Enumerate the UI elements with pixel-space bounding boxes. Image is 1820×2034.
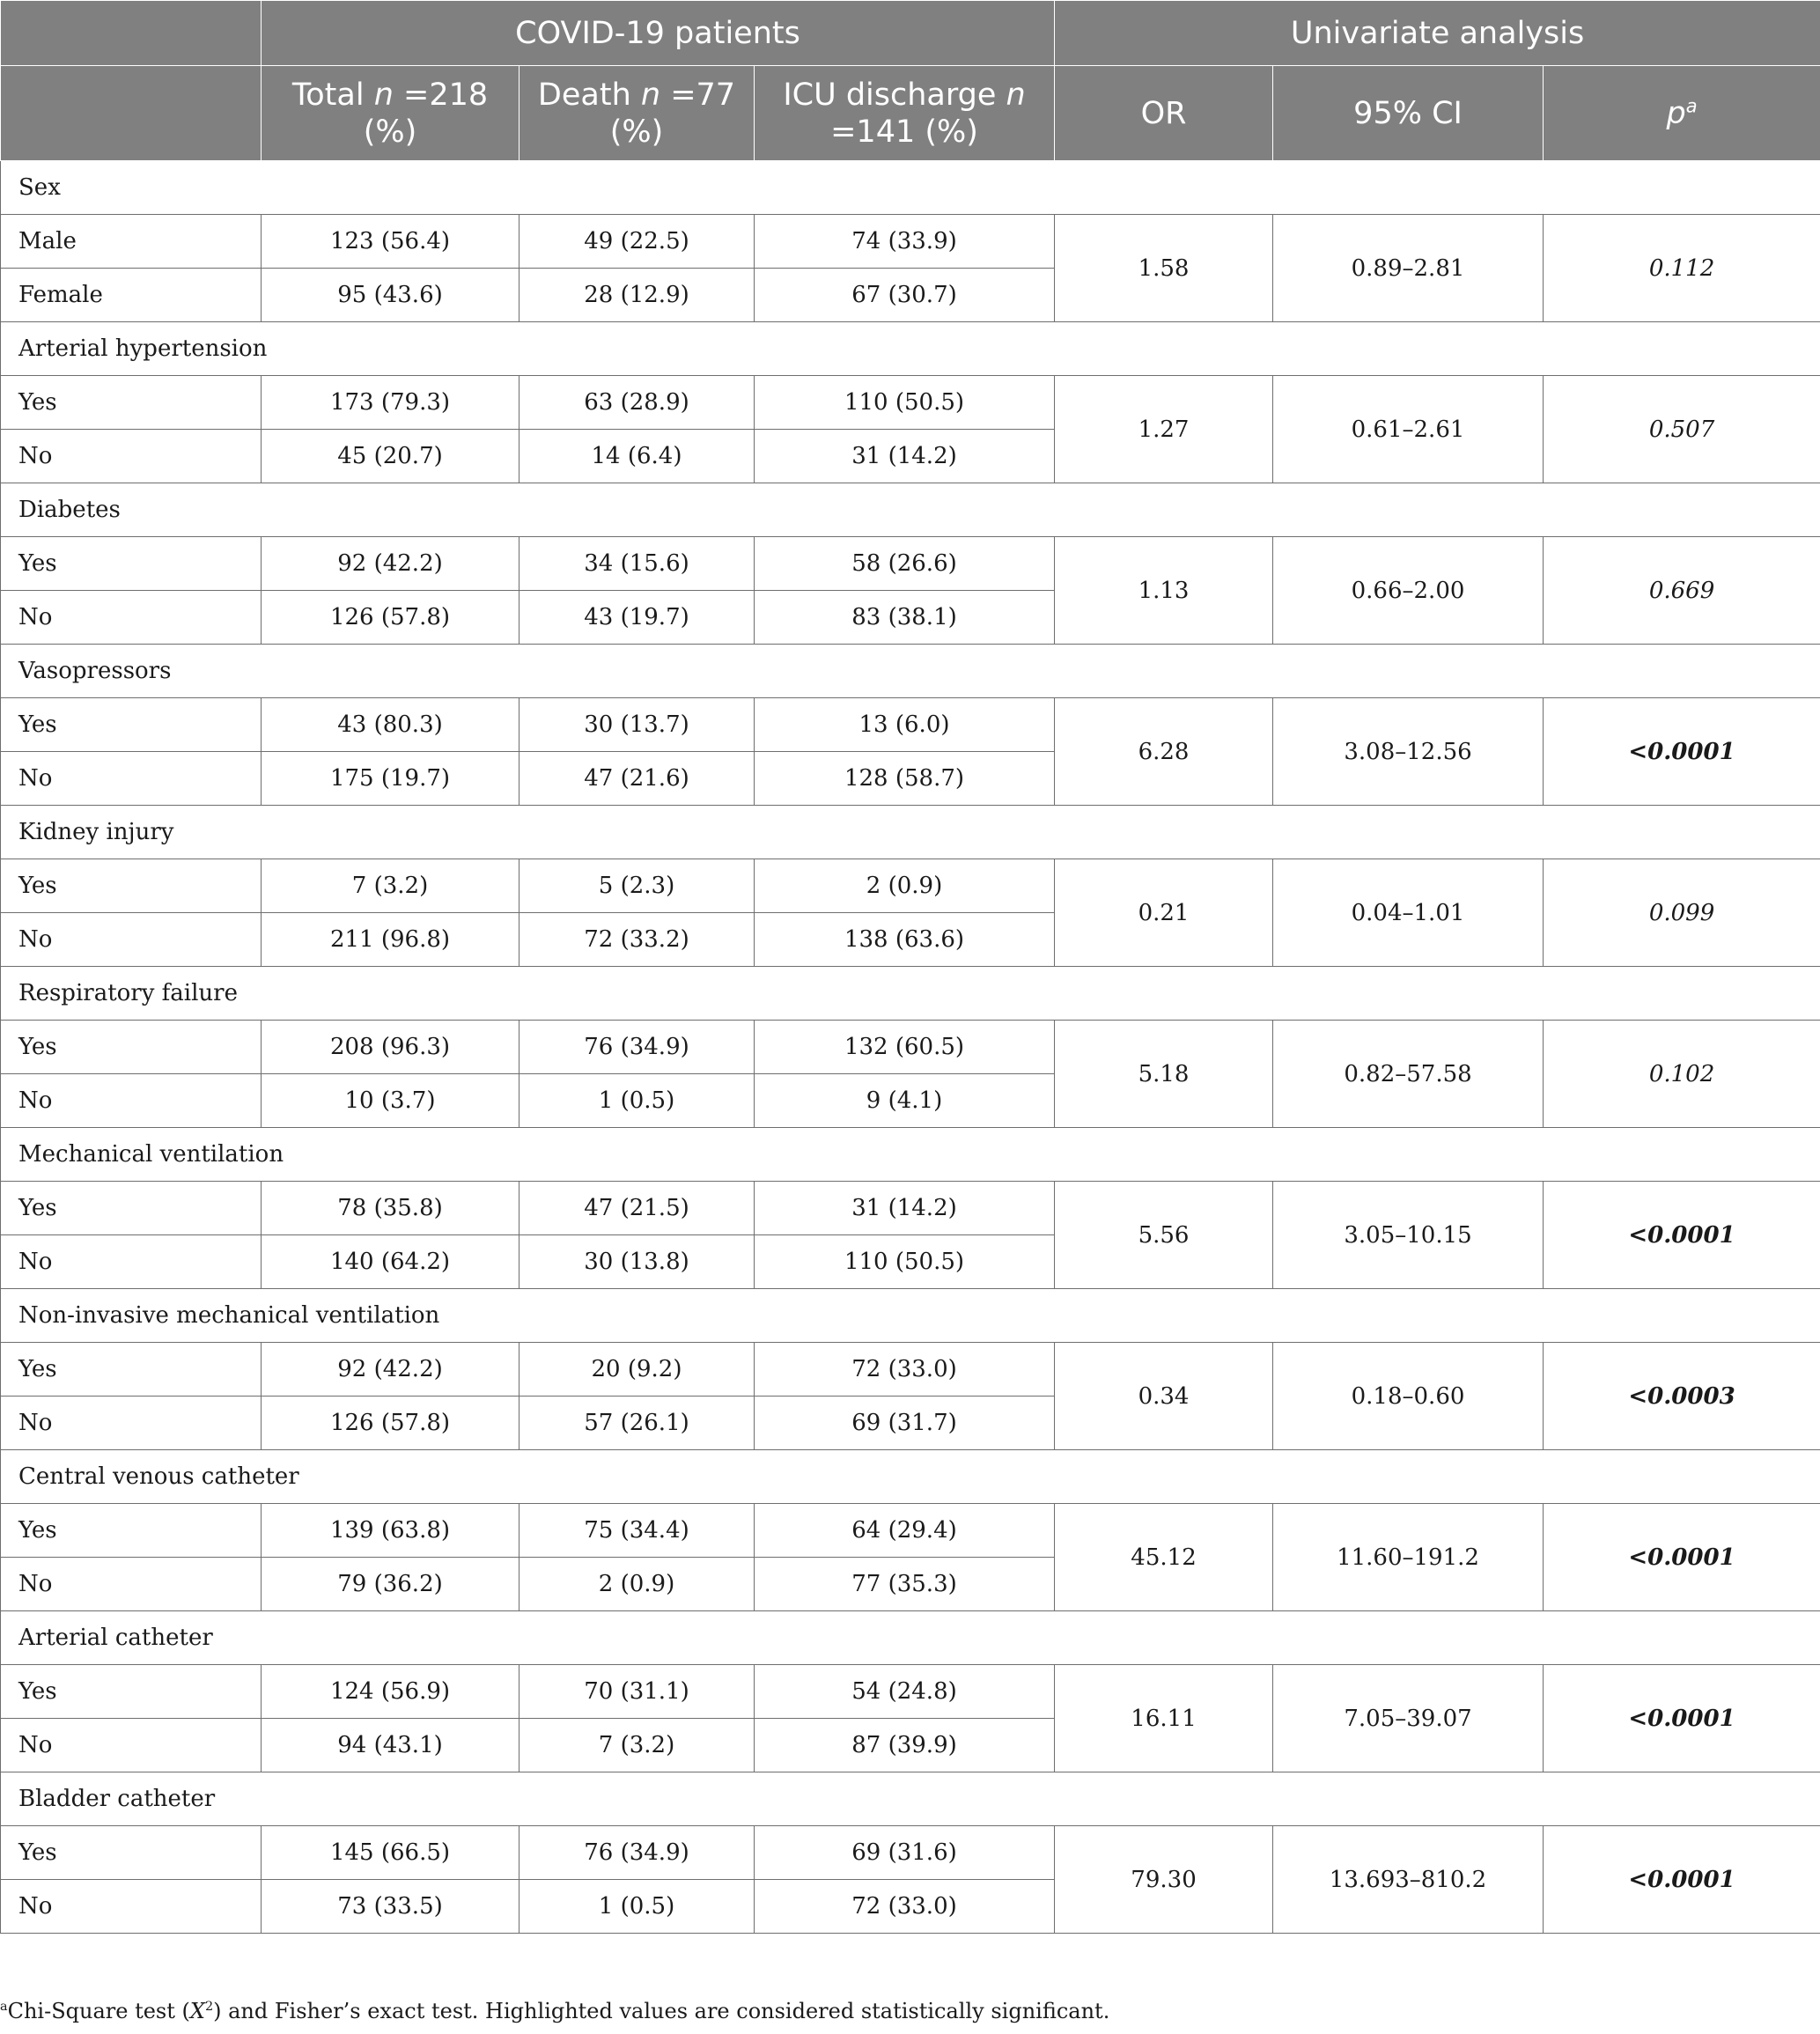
group-label: Respiratory failure	[1, 967, 1820, 1021]
table-row	[1, 1665, 1820, 1719]
cell-icu-discharge: 67 (30.7)	[755, 269, 1055, 322]
row-label: Yes	[1, 1343, 262, 1397]
cell-ci: 3.05–10.15	[1273, 1182, 1544, 1289]
group-row	[1, 645, 1820, 698]
cell-icu-discharge: 83 (38.1)	[755, 591, 1055, 645]
cell-death: 1 (0.5)	[519, 1074, 755, 1128]
cell-total: 173 (79.3)	[262, 376, 519, 430]
group-row	[1, 161, 1820, 215]
table-row	[1, 537, 1820, 591]
cell-p-value: <0.0001	[1544, 1665, 1820, 1772]
cell-ci: 7.05–39.07	[1273, 1665, 1544, 1772]
group-label: Arterial catheter	[1, 1611, 1820, 1665]
cell-icu-discharge: 58 (26.6)	[755, 537, 1055, 591]
cell-p-value: 0.507	[1544, 376, 1820, 483]
row-label: Male	[1, 215, 262, 269]
cell-death: 57 (26.1)	[519, 1397, 755, 1450]
header-univariate-analysis: Univariate analysis	[1055, 1, 1820, 66]
cell-total: 94 (43.1)	[262, 1719, 519, 1772]
cell-death: 70 (31.1)	[519, 1665, 755, 1719]
header-blank-corner	[1, 1, 262, 66]
header-or: OR	[1055, 66, 1273, 161]
group-label: Bladder catheter	[1, 1772, 1820, 1826]
group-label: Kidney injury	[1, 806, 1820, 859]
cell-ci: 0.18–0.60	[1273, 1343, 1544, 1450]
header-covid-patients: COVID-19 patients	[262, 1, 1055, 66]
cell-ci: 0.61–2.61	[1273, 376, 1544, 483]
group-row	[1, 1450, 1820, 1504]
cell-death: 76 (34.9)	[519, 1826, 755, 1880]
cell-total: 126 (57.8)	[262, 1397, 519, 1450]
cell-total: 43 (80.3)	[262, 698, 519, 752]
table-row	[1, 859, 1820, 913]
row-label: No	[1, 1880, 262, 1934]
cell-or: 6.28	[1055, 698, 1273, 806]
cell-death: 14 (6.4)	[519, 430, 755, 483]
cell-icu-discharge: 132 (60.5)	[755, 1021, 1055, 1074]
cell-total: 95 (43.6)	[262, 269, 519, 322]
cell-or: 1.58	[1055, 215, 1273, 322]
table-row	[1, 698, 1820, 752]
group-label: Sex	[1, 161, 1820, 215]
cell-ci: 13.693–810.2	[1273, 1826, 1544, 1934]
cell-total: 175 (19.7)	[262, 752, 519, 806]
header-row-groups	[1, 1, 1820, 66]
table-row	[1, 1343, 1820, 1397]
row-label: Yes	[1, 1665, 262, 1719]
cell-p-value: 0.112	[1544, 215, 1820, 322]
cell-death: 76 (34.9)	[519, 1021, 755, 1074]
cell-or: 79.30	[1055, 1826, 1273, 1934]
cell-ci: 0.82–57.58	[1273, 1021, 1544, 1128]
cell-p-value: <0.0001	[1544, 698, 1820, 806]
cell-or: 5.56	[1055, 1182, 1273, 1289]
table-body	[1, 161, 1820, 1934]
cell-total: 92 (42.2)	[262, 1343, 519, 1397]
cell-total: 140 (64.2)	[262, 1235, 519, 1289]
cell-icu-discharge: 54 (24.8)	[755, 1665, 1055, 1719]
cell-total: 7 (3.2)	[262, 859, 519, 913]
cell-p-value: <0.0001	[1544, 1504, 1820, 1611]
cell-death: 63 (28.9)	[519, 376, 755, 430]
cell-death: 5 (2.3)	[519, 859, 755, 913]
group-row	[1, 1611, 1820, 1665]
row-label: No	[1, 752, 262, 806]
row-label: No	[1, 913, 262, 967]
cell-p-value: 0.099	[1544, 859, 1820, 967]
cell-p-value: <0.0001	[1544, 1182, 1820, 1289]
cell-total: 73 (33.5)	[262, 1880, 519, 1934]
group-label: Non-invasive mechanical ventilation	[1, 1289, 1820, 1343]
cell-icu-discharge: 13 (6.0)	[755, 698, 1055, 752]
cell-or: 1.13	[1055, 537, 1273, 645]
table-row	[1, 1504, 1820, 1558]
cell-death: 20 (9.2)	[519, 1343, 755, 1397]
group-row	[1, 1772, 1820, 1826]
cell-ci: 0.89–2.81	[1273, 215, 1544, 322]
table-row	[1, 1826, 1820, 1880]
header-icu-discharge: ICU discharge n =141 (%)	[755, 66, 1055, 161]
cell-total: 123 (56.4)	[262, 215, 519, 269]
header-row-columns	[1, 66, 1820, 161]
table-footnote: $^a$Chi-Square test $(X^2)$ and Fisher’s exact test. Highlighted values are considered statistically significant.	[0, 1999, 1110, 2023]
cell-icu-discharge: 138 (63.6)	[755, 913, 1055, 967]
cell-p-value: <0.0001	[1544, 1826, 1820, 1934]
row-label: No	[1, 1719, 262, 1772]
cell-icu-discharge: 69 (31.7)	[755, 1397, 1055, 1450]
cell-ci: 3.08–12.56	[1273, 698, 1544, 806]
cell-total: 139 (63.8)	[262, 1504, 519, 1558]
cell-icu-discharge: 74 (33.9)	[755, 215, 1055, 269]
cell-icu-discharge: 87 (39.9)	[755, 1719, 1055, 1772]
cell-icu-discharge: 31 (14.2)	[755, 1182, 1055, 1235]
row-label: Yes	[1, 1021, 262, 1074]
cell-total: 211 (96.8)	[262, 913, 519, 967]
cell-icu-discharge: 64 (29.4)	[755, 1504, 1055, 1558]
row-label: Yes	[1, 1182, 262, 1235]
cell-icu-discharge: 2 (0.9)	[755, 859, 1055, 913]
cell-ci: 0.66–2.00	[1273, 537, 1544, 645]
cell-ci: 11.60–191.2	[1273, 1504, 1544, 1611]
cell-death: 75 (34.4)	[519, 1504, 755, 1558]
row-label: No	[1, 1235, 262, 1289]
group-label: Central venous catheter	[1, 1450, 1820, 1504]
header-total: Total n =218 (%)	[262, 66, 519, 161]
row-label: No	[1, 1558, 262, 1611]
cell-icu-discharge: 72 (33.0)	[755, 1880, 1055, 1934]
group-row	[1, 1289, 1820, 1343]
group-row	[1, 806, 1820, 859]
cell-death: 49 (22.5)	[519, 215, 755, 269]
row-label: Yes	[1, 859, 262, 913]
row-label: No	[1, 591, 262, 645]
row-label: Yes	[1, 376, 262, 430]
header-death: Death n =77 (%)	[519, 66, 755, 161]
cell-p-value: <0.0003	[1544, 1343, 1820, 1450]
group-label: Diabetes	[1, 483, 1820, 537]
cell-icu-discharge: 110 (50.5)	[755, 376, 1055, 430]
cell-total: 45 (20.7)	[262, 430, 519, 483]
cell-death: 47 (21.5)	[519, 1182, 755, 1235]
cell-or: 0.34	[1055, 1343, 1273, 1450]
cell-total: 145 (66.5)	[262, 1826, 519, 1880]
cell-or: 16.11	[1055, 1665, 1273, 1772]
group-row	[1, 483, 1820, 537]
group-label: Arterial hypertension	[1, 322, 1820, 376]
group-row	[1, 967, 1820, 1021]
header-p-value: $p^a$	[1544, 66, 1820, 161]
cell-total: 10 (3.7)	[262, 1074, 519, 1128]
cell-icu-discharge: 31 (14.2)	[755, 430, 1055, 483]
group-label: Mechanical ventilation	[1, 1128, 1820, 1182]
row-label: No	[1, 1397, 262, 1450]
cell-or: 45.12	[1055, 1504, 1273, 1611]
table-row	[1, 1182, 1820, 1235]
cell-death: 30 (13.7)	[519, 698, 755, 752]
cell-death: 43 (19.7)	[519, 591, 755, 645]
cell-icu-discharge: 128 (58.7)	[755, 752, 1055, 806]
cell-death: 47 (21.6)	[519, 752, 755, 806]
cell-death: 34 (15.6)	[519, 537, 755, 591]
cell-death: 7 (3.2)	[519, 1719, 755, 1772]
cell-p-value: 0.102	[1544, 1021, 1820, 1128]
row-label: Yes	[1, 537, 262, 591]
cell-icu-discharge: 110 (50.5)	[755, 1235, 1055, 1289]
cell-icu-discharge: 9 (4.1)	[755, 1074, 1055, 1128]
cell-or: 1.27	[1055, 376, 1273, 483]
row-label: No	[1, 1074, 262, 1128]
cell-death: 30 (13.8)	[519, 1235, 755, 1289]
group-label: Vasopressors	[1, 645, 1820, 698]
cell-or: 0.21	[1055, 859, 1273, 967]
row-label: No	[1, 430, 262, 483]
cell-icu-discharge: 69 (31.6)	[755, 1826, 1055, 1880]
group-row	[1, 322, 1820, 376]
cell-death: 2 (0.9)	[519, 1558, 755, 1611]
cell-p-value: 0.669	[1544, 537, 1820, 645]
cell-death: 28 (12.9)	[519, 269, 755, 322]
cell-ci: 0.04–1.01	[1273, 859, 1544, 967]
group-row	[1, 1128, 1820, 1182]
cell-total: 79 (36.2)	[262, 1558, 519, 1611]
cell-total: 126 (57.8)	[262, 591, 519, 645]
cell-total: 208 (96.3)	[262, 1021, 519, 1074]
table-row	[1, 376, 1820, 430]
cell-death: 72 (33.2)	[519, 913, 755, 967]
cell-icu-discharge: 72 (33.0)	[755, 1343, 1055, 1397]
header-95ci: 95% CI	[1273, 66, 1544, 161]
cell-icu-discharge: 77 (35.3)	[755, 1558, 1055, 1611]
cell-total: 92 (42.2)	[262, 537, 519, 591]
cell-or: 5.18	[1055, 1021, 1273, 1128]
row-label: Yes	[1, 1826, 262, 1880]
table-row	[1, 215, 1820, 269]
cell-total: 78 (35.8)	[262, 1182, 519, 1235]
row-label: Yes	[1, 698, 262, 752]
header-blank-variable	[1, 66, 262, 161]
cell-death: 1 (0.5)	[519, 1880, 755, 1934]
row-label: Yes	[1, 1504, 262, 1558]
row-label: Female	[1, 269, 262, 322]
table-row	[1, 1021, 1820, 1074]
cell-total: 124 (56.9)	[262, 1665, 519, 1719]
